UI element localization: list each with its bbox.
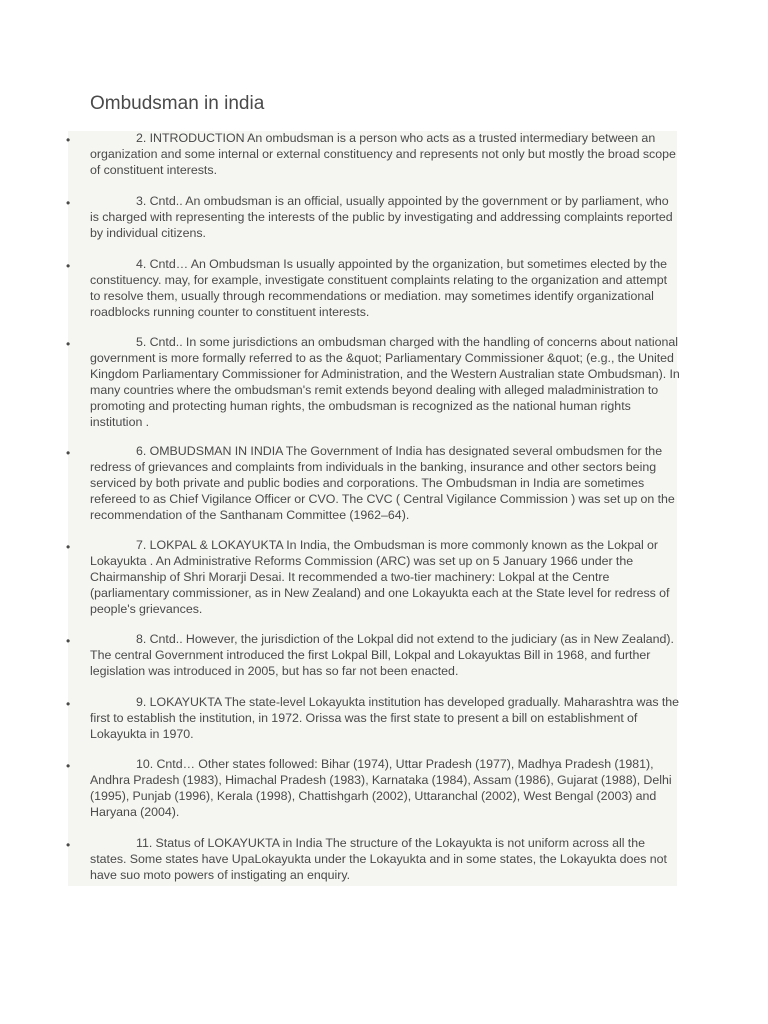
list-item-text: 9. LOKAYUKTA The state-level Lokayukta institution has developed gradually. Maharashtra was the first to establish the institution, in 1972. Orissa was the first state to present a bill on establishment of Lokayukta in 1970. [90, 695, 680, 741]
bullet-icon: • [66, 259, 71, 273]
bullet-icon: • [66, 634, 71, 648]
bullet-icon: • [66, 337, 71, 351]
list-item-text: 6. OMBUDSMAN IN INDIA The Government of India has designated several ombudsmen for the redress of grievances and complaints from individuals in the banking, insurance and other sectors being serviced by both private and public bodies and corporations. The Ombudsman in India are sometimes refereed to as Chief Vigilance Officer or CVO. The CVC ( Central Vigilance Commission ) was set up on the recommendation of the Santhanam Committee (1962–64). [90, 444, 675, 522]
bullet-icon: • [66, 540, 71, 554]
list-item-text: 5. Cntd.. In some jurisdictions an ombudsman charged with the handling of concerns about national government is more formally referred to as the &quot; Parliamentary Commissioner &quot; (e.g., the United Kingdom Parliamentary Commissioner for Administration, and the Western Australian state Ombudsman). In many countries where the ombudsman's remit extends beyond dealing with alleged maladministration to promoting and protecting human rights, the ombudsman is recognized as the national human rights institution . [90, 335, 680, 429]
bullet-icon: • [66, 838, 71, 852]
list-item-text: 3. Cntd.. An ombudsman is an official, usually appointed by the government or by parliament, who is charged with representing the interests of the public by investigating and addressing complaints reported by individual citizens. [90, 194, 673, 240]
bullet-icon: • [66, 133, 71, 147]
list-item-text: 8. Cntd.. However, the jurisdiction of the Lokpal did not extend to the judiciary (as in New Zealand). The central Government introduced the first Lokpal Bill, Lokpal and Lokayuktas Bill in 1968, and further legislation was introduced in 2005, but has so far not been enacted. [90, 632, 674, 678]
list-item-text: 2. INTRODUCTION An ombudsman is a person who acts as a trusted intermediary between an organization and some internal or external constituency and represents not only but mostly the broad scope of constituent interests. [90, 131, 676, 177]
list-item-text: 10. Cntd… Other states followed: Bihar (1974), Uttar Pradesh (1977), Madhya Pradesh (1981), Andhra Pradesh (1983), Himachal Pradesh (1983), Karnataka (1984), Assam (1986), Gujarat (1988), Delhi (1995), Punjab (1996), Kerala (1998), Chattishgarh (2002), Uttaranchal (2002), West Bengal (2003) and Haryana (2004). [90, 757, 672, 819]
bullet-icon: • [66, 446, 71, 460]
bullet-icon: • [66, 759, 71, 773]
bullet-icon: • [66, 697, 71, 711]
list-item-text: 11. Status of LOKAYUKTA in India The structure of the Lokayukta is not uniform across all the states. Some states have UpaLokayukta under the Lokayukta and in some states, the Lokayukta does not have suo moto powers of instigating an enquiry. [90, 836, 667, 882]
list-item-text: 4. Cntd… An Ombudsman Is usually appointed by the organization, but sometimes elected by the constituency. may, for example, investigate constituent complaints relating to the organization and attempt to resolve them, usually through recommendations or mediation. may sometimes identify organizational roadblocks running counter to constituent interests. [90, 257, 668, 319]
document-title: Ombudsman in india [90, 93, 265, 114]
bullet-icon: • [66, 196, 71, 210]
list-item-text: 7. LOKPAL & LOKAYUKTA In India, the Ombudsman is more commonly known as the Lokpal or Lokayukta . An Administrative Reforms Commission (ARC) was set up on 5 January 1966 under the Chairmanship of Shri Morarji Desai. It recommended a two-tier machinery: Lokpal at the Centre (parliamentary commissioner, as in New Zealand) and one Lokayukta each at the State level for redress of people's grievances. [90, 538, 670, 616]
